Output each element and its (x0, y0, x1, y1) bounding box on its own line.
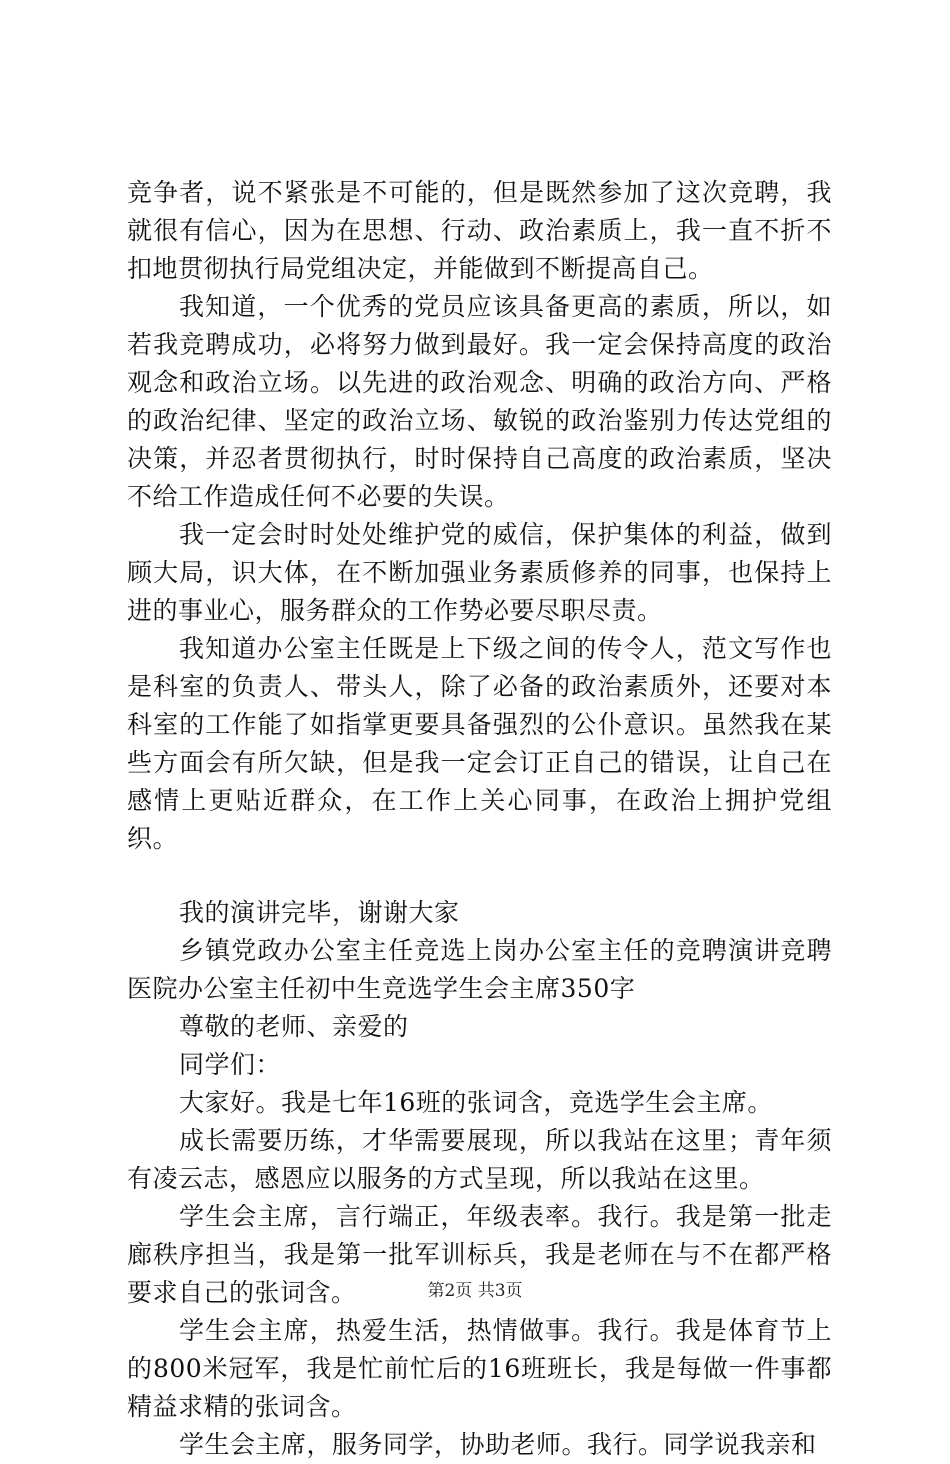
body-paragraph: 我一定会时时处处维护党的威信，保护集体的利益，做到顾大局，识大体，在不断加强业务素质修养的同事，也保持上进的事业心，服务群众的工作势必要尽职尽责。 (127, 520, 832, 625)
body-paragraph: 竞争者，说不紧张是不可能的，但是既然参加了这次竞聘，我就很有信心，因为在思想、行动、政治素质上，我一直不折不扣地贯彻执行局党组决定，并能做到不断提高自己。 (127, 178, 832, 283)
body-paragraph: 学生会主席，服务同学，协助老师。我行。同学说我亲和 (179, 1430, 817, 1459)
document-body (127, 174, 832, 1464)
body-paragraph: 我知道办公室主任既是上下级之间的传令人，范文写作也是科室的负责人、带头人，除了必备的政治素质外，还要对本科室的工作能了如指掌更要具备强烈的公仆意识。虽然我在某些方面会有所欠缺，但是我一定会订正自己的错误，让自己在感情上更贴近群众，在工作上关心同事，在政治上拥护党组织。 (127, 634, 832, 853)
body-paragraph: 乡镇党政办公室主任竞选上岗办公室主任的竞聘演讲竞聘医院办公室主任初中生竞选学生会主席350字 (127, 936, 832, 1003)
paragraph-gap (127, 858, 832, 894)
body-paragraph: 学生会主席，言行端正，年级表率。我行。我是第一批走廊秩序担当，我是第一批军训标兵，我是老师在与不在都严格要求自己的张词含。 (127, 1202, 832, 1307)
body-paragraph: 同学们： (179, 1050, 282, 1079)
page-footer: 第2页 共3页 (427, 1281, 523, 1301)
body-paragraph: 大家好。我是七年16班的张词含，竞选学生会主席。 (179, 1088, 773, 1117)
body-paragraph: 我的演讲完毕，谢谢大家 (179, 898, 460, 927)
body-paragraph: 我知道，一个优秀的党员应该具备更高的素质，所以，如若我竞聘成功，必将努力做到最好。我一定会保持高度的政治观念和政治立场。以先进的政治观念、明确的政治方向、严格的政治纪律、坚定的政治立场、敏锐的政治鉴别力传达党组的决策，并忍者贯彻执行，时时保持自己高度的政治素质，坚决不给工作造成任何不必要的失误。 (127, 292, 832, 511)
body-paragraph: 尊敬的老师、亲爱的 (179, 1012, 409, 1041)
body-paragraph: 成长需要历练，才华需要展现，所以我站在这里；青年须有凌云志，感恩应以服务的方式呈现，所以我站在这里。 (127, 1126, 832, 1193)
body-paragraph: 学生会主席，热爱生活，热情做事。我行。我是体育节上的800米冠军，我是忙前忙后的16班班长，我是每做一件事都精益求精的张词含。 (127, 1316, 832, 1421)
